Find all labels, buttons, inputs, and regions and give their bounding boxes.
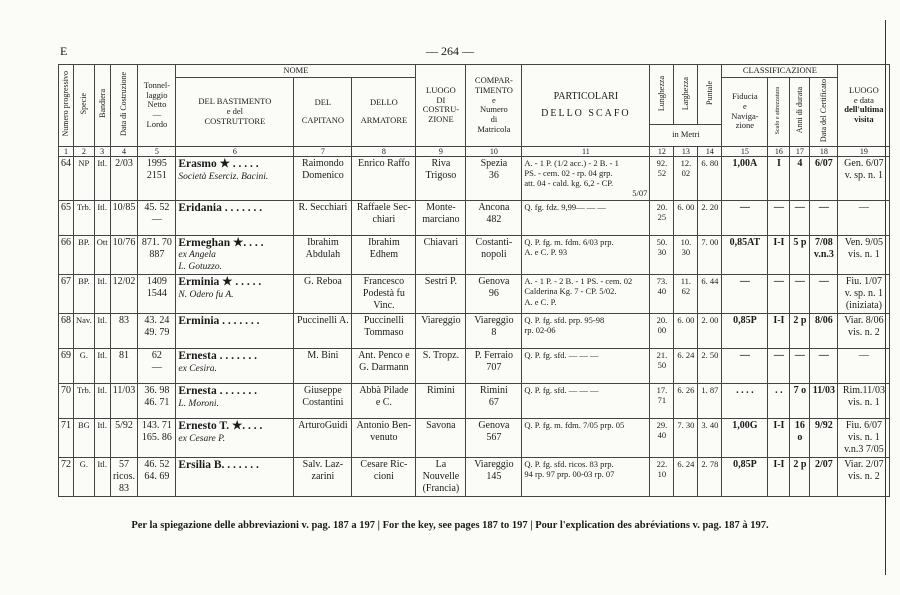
- cell-scafo: I-I: [768, 235, 790, 275]
- header-nome: NOME: [176, 65, 416, 78]
- table-row: [59, 314, 890, 349]
- cell-anni: 4: [790, 156, 810, 200]
- cell-puntale: 6. 80: [698, 156, 722, 200]
- cell-data-costruzione: 12/02: [110, 275, 138, 314]
- cell-bastimento: Ernesto T. ★. . . . ex Cesare P.: [176, 419, 294, 458]
- cell-puntale: 2. 78: [698, 458, 722, 497]
- cell-tonnellaggio: 62 —: [138, 349, 176, 384]
- header-classificazione: CLASSIFICAZIONE: [722, 65, 838, 78]
- cell-scafo: —: [768, 349, 790, 384]
- cell-particolari: Q. P. fg. sfd. — — —: [522, 384, 650, 419]
- cell-armatore: Ibrahim Edhem: [352, 235, 416, 275]
- cell-numero: 65: [59, 200, 74, 235]
- cell-luogo: Riva Trigoso: [416, 156, 466, 200]
- header-puntale: Puntale: [698, 65, 722, 125]
- cell-compartimento: Viareggio 8: [466, 314, 522, 349]
- cell-data-costruzione: 81: [110, 349, 138, 384]
- cell-fiducia: —: [722, 275, 768, 314]
- cell-puntale: 6. 44: [698, 275, 722, 314]
- cell-particolari: A. - 1 P. - 2 B. - 1 PS. - cem. 02 Calderina Kg. 7 - CP. 5/02. A. e C. P.: [522, 275, 650, 314]
- cell-particolari: Q. fg. fdz. 9,99— — —: [522, 200, 650, 235]
- header-larghezza: Larghezza: [674, 65, 698, 125]
- cell-capitano: R. Secchiari: [294, 200, 352, 235]
- header-scafo: Scafo e attrezzatura: [768, 77, 790, 146]
- cell-lunghezza: 20. 25: [650, 200, 674, 235]
- cell-specie: NP: [74, 156, 95, 200]
- cell-armatore: Abbà Pilade e C.: [352, 384, 416, 419]
- table-row: [59, 275, 890, 314]
- cell-fiducia: 1,00G: [722, 419, 768, 458]
- cell-fiducia: 1,00A: [722, 156, 768, 200]
- table-row: [59, 419, 890, 458]
- cell-data-costruzione: 2/03: [110, 156, 138, 200]
- cell-compartimento: P. Ferraio 707: [466, 349, 522, 384]
- cell-armatore: Ant. Penco e G. Darmann: [352, 349, 416, 384]
- cell-larghezza: 6. 24: [674, 349, 698, 384]
- cell-capitano: ArturoGuidi: [294, 419, 352, 458]
- cell-compartimento: Rimini 67: [466, 384, 522, 419]
- cell-anni: 2 p: [790, 314, 810, 349]
- header-tonnellaggio: Tonnel-laggio Netto — Lordo: [138, 65, 176, 147]
- cell-larghezza: 11. 62: [674, 275, 698, 314]
- cell-visita: Viar. 2/07 vis. n. 2: [838, 458, 890, 497]
- cell-larghezza: 6. 00: [674, 200, 698, 235]
- cell-luogo: Sestri P.: [416, 275, 466, 314]
- cell-tonnellaggio: 1995 2151: [138, 156, 176, 200]
- cell-anni: 16 o: [790, 419, 810, 458]
- cell-data-costruzione: 10/85: [110, 200, 138, 235]
- cell-lunghezza: 17. 71: [650, 384, 674, 419]
- cell-capitano: M. Bini: [294, 349, 352, 384]
- cell-specie: Trb.: [74, 200, 95, 235]
- cell-compartimento: Spezia 36: [466, 156, 522, 200]
- cell-compartimento: Ancona 482: [466, 200, 522, 235]
- cell-particolari: A. - 1 P. (1/2 acc.) - 2 B. - 1 PS. - cem. 02 - rp. 04 grp. att. 04 - cald. kg. 6,2 - CP. 5/07: [522, 156, 650, 200]
- cell-numero: 66: [59, 235, 74, 275]
- cell-certificato: —: [810, 349, 838, 384]
- cell-luogo: Chiavari: [416, 235, 466, 275]
- cell-capitano: Ibrahim Abdulah: [294, 235, 352, 275]
- cell-larghezza: 6. 26: [674, 384, 698, 419]
- cell-bandiera: Itl.: [94, 314, 110, 349]
- cell-luogo: Viareggio: [416, 314, 466, 349]
- cell-bastimento: Ermeghan ★. . . . ex Angela L. Gotuzzo.: [176, 235, 294, 275]
- cell-tonnellaggio: 43. 24 49. 79: [138, 314, 176, 349]
- cell-specie: BP.: [74, 235, 95, 275]
- cell-scafo: —: [768, 275, 790, 314]
- cell-puntale: 1. 87: [698, 384, 722, 419]
- column-number-row: 1 2 3 4 5 6 7 8 9 10 11 12 13 14 15 16 17 18 19: [59, 146, 890, 156]
- table-row: [59, 156, 890, 200]
- cell-numero: 67: [59, 275, 74, 314]
- cell-specie: G.: [74, 349, 95, 384]
- cell-puntale: 7. 00: [698, 235, 722, 275]
- header-capitano: DEL CAPITANO: [294, 77, 352, 146]
- header-specie: Specie: [74, 65, 95, 147]
- cell-bandiera: Itl.: [94, 275, 110, 314]
- cell-armatore: Raffaele Sec- chiari: [352, 200, 416, 235]
- cell-particolari: Q. P. fg. sfd. prp. 95-98 rp. 02-06: [522, 314, 650, 349]
- cell-lunghezza: 29. 40: [650, 419, 674, 458]
- cell-compartimento: Genova 567: [466, 419, 522, 458]
- cell-fiducia: 0,85P: [722, 314, 768, 349]
- cell-anni: —: [790, 275, 810, 314]
- cell-visita: —: [838, 200, 890, 235]
- cell-luogo: Monte- marciano: [416, 200, 466, 235]
- cell-certificato: —: [810, 200, 838, 235]
- cell-numero: 64: [59, 156, 74, 200]
- cell-certificato: 6/07: [810, 156, 838, 200]
- cell-visita: Ven. 9/05 vis. n. 1: [838, 235, 890, 275]
- cell-bandiera: Itl.: [94, 349, 110, 384]
- cell-data-costruzione: 11/03: [110, 384, 138, 419]
- cell-capitano: Puccinelli A.: [294, 314, 352, 349]
- cell-numero: 72: [59, 458, 74, 497]
- cell-larghezza: 6. 00: [674, 314, 698, 349]
- cell-bandiera: Ott: [94, 235, 110, 275]
- cell-certificato: 9/92: [810, 419, 838, 458]
- cell-particolari: Q. P. fg. m. fdm. 7/05 prp. 05: [522, 419, 650, 458]
- cell-certificato: 8/06: [810, 314, 838, 349]
- cell-fiducia: . . . .: [722, 384, 768, 419]
- header-certificato: Data del Certificato: [810, 77, 838, 146]
- cell-lunghezza: 50. 30: [650, 235, 674, 275]
- cell-capitano: G. Reboa: [294, 275, 352, 314]
- page-number: — 264 —: [426, 44, 474, 58]
- cell-scafo: . .: [768, 384, 790, 419]
- header-bastimento: DEL BASTIMENTO e del COSTRUTTORE: [176, 77, 294, 146]
- table-row: [59, 458, 890, 497]
- cell-numero: 68: [59, 314, 74, 349]
- cell-lunghezza: 73. 40: [650, 275, 674, 314]
- header-armatore: DELLO ARMATORE: [352, 77, 416, 146]
- cell-armatore: Francesco Podestà fu Vinc.: [352, 275, 416, 314]
- cell-certificato: 7/08 v.n.3: [810, 235, 838, 275]
- cell-luogo: S. Tropz.: [416, 349, 466, 384]
- cell-data-costruzione: 10/76: [110, 235, 138, 275]
- header-numero: Numero progressivo: [59, 65, 74, 147]
- cell-bastimento: Erminia ★ . . . . . N. Odero fu A.: [176, 275, 294, 314]
- cell-compartimento: Genova 96: [466, 275, 522, 314]
- cell-anni: —: [790, 349, 810, 384]
- cell-data-costruzione: 57 ricos. 83: [110, 458, 138, 497]
- cell-bandiera: Itl.: [94, 458, 110, 497]
- cell-tonnellaggio: 1409 1544: [138, 275, 176, 314]
- cell-certificato: 2/07: [810, 458, 838, 497]
- cell-armatore: Puccinelli Tommaso: [352, 314, 416, 349]
- cell-tonnellaggio: 36. 98 46. 71: [138, 384, 176, 419]
- footer-note: Per la spiegazione delle abbreviazioni v. pag. 187 a 197 | For the key, see pages 187 to 197 | Pour l'explication des abréviations v. pag. 187 à 197.: [131, 520, 769, 531]
- table-row: [59, 349, 890, 384]
- cell-scafo: I-I: [768, 419, 790, 458]
- cell-data-costruzione: 83: [110, 314, 138, 349]
- cell-larghezza: 10. 30: [674, 235, 698, 275]
- cell-armatore: Cesare Ric- cioni: [352, 458, 416, 497]
- cell-larghezza: 12. 02: [674, 156, 698, 200]
- cell-specie: G.: [74, 458, 95, 497]
- cell-puntale: 3. 40: [698, 419, 722, 458]
- header-in-metri: in Metri: [650, 125, 722, 147]
- cell-certificato: 11/03: [810, 384, 838, 419]
- cell-bastimento: Ernesta . . . . . . . ex Cesira.: [176, 349, 294, 384]
- cell-puntale: 2. 00: [698, 314, 722, 349]
- header-luogo-costruzione: LUOGO DI COSTRU- ZIONE: [416, 65, 466, 147]
- cell-anni: 5 p: [790, 235, 810, 275]
- cell-numero: 71: [59, 419, 74, 458]
- cell-compartimento: Costanti- nopoli: [466, 235, 522, 275]
- cell-bandiera: Itl.: [94, 419, 110, 458]
- header-bandiera: Bandiera: [94, 65, 110, 147]
- cell-scafo: —: [768, 200, 790, 235]
- cell-compartimento: Viareggio 145: [466, 458, 522, 497]
- header-compartimento: COMPAR- TIMENTO e Numero di Matricola: [466, 65, 522, 147]
- cell-scafo: I: [768, 156, 790, 200]
- cell-lunghezza: 92. 52: [650, 156, 674, 200]
- cell-tonnellaggio: 143. 71 165. 86: [138, 419, 176, 458]
- page-letter: E: [60, 44, 68, 58]
- cell-tonnellaggio: 871. 70 887: [138, 235, 176, 275]
- cell-visita: Rim.11/03 vis. n. 1: [838, 384, 890, 419]
- table-row: [59, 384, 890, 419]
- page-header: [0, 44, 900, 58]
- cell-specie: BG: [74, 419, 95, 458]
- cell-fiducia: 0,85P: [722, 458, 768, 497]
- cell-certificato: —: [810, 275, 838, 314]
- table-row: [59, 235, 890, 275]
- cell-bastimento: Eridania . . . . . . .: [176, 200, 294, 235]
- cell-luogo: Savona: [416, 419, 466, 458]
- cell-bandiera: Itl.: [94, 384, 110, 419]
- cell-visita: —: [838, 349, 890, 384]
- table-row: [59, 200, 890, 235]
- ship-register-table: [58, 64, 890, 497]
- cell-luogo: La Nouvelle (Francia): [416, 458, 466, 497]
- cell-bastimento: Ernesta . . . . . . . L. Moroni.: [176, 384, 294, 419]
- cell-specie: Nav.: [74, 314, 95, 349]
- cell-particolari: Q. P. fg. sfd. — — —: [522, 349, 650, 384]
- cell-capitano: Raimondo Domenico: [294, 156, 352, 200]
- cell-tonnellaggio: 46. 52 64. 69: [138, 458, 176, 497]
- header-data-costruzione: Data di Costruzione: [110, 65, 138, 147]
- header-particolari: PARTICOLARI DELLO SCAFO: [522, 65, 650, 147]
- cell-larghezza: 6. 24: [674, 458, 698, 497]
- cell-fiducia: 0,85AT: [722, 235, 768, 275]
- cell-anni: —: [790, 200, 810, 235]
- header-fiducia: Fiducia e Naviga- zione: [722, 77, 768, 146]
- cell-capitano: Salv. Laz- zarini: [294, 458, 352, 497]
- cell-visita: Viar. 8/06 vis. n. 2: [838, 314, 890, 349]
- cell-lunghezza: 20. 00: [650, 314, 674, 349]
- cell-armatore: Antonio Ben- venuto: [352, 419, 416, 458]
- cell-bastimento: Erminia . . . . . . .: [176, 314, 294, 349]
- cell-puntale: 2. 20: [698, 200, 722, 235]
- cell-puntale: 2. 50: [698, 349, 722, 384]
- cell-visita: Fiu. 6/07 vis. n. 1 v.n.3 7/05: [838, 419, 890, 458]
- cell-particolari: Q. P. fg. m. fdm. 6/03 prp. A. e C. P. 93: [522, 235, 650, 275]
- cell-lunghezza: 22. 10: [650, 458, 674, 497]
- cell-particolari: Q. P. fg. sfd. ricos. 83 prp. 94 rp. 97 prp. 00-03 rp. 07: [522, 458, 650, 497]
- cell-fiducia: —: [722, 349, 768, 384]
- cell-bastimento: Ersilia B. . . . . . .: [176, 458, 294, 497]
- cell-bandiera: Itl.: [94, 156, 110, 200]
- cell-larghezza: 7. 30: [674, 419, 698, 458]
- cell-data-costruzione: 5/92: [110, 419, 138, 458]
- cell-armatore: Enrico Raffo: [352, 156, 416, 200]
- cell-numero: 70: [59, 384, 74, 419]
- cell-specie: Trb.: [74, 384, 95, 419]
- cell-bastimento: Erasmo ★ . . . . . Società Eserciz. Bacini.: [176, 156, 294, 200]
- cell-anni: 7 o: [790, 384, 810, 419]
- cell-bandiera: Itl.: [94, 200, 110, 235]
- cell-fiducia: —: [722, 200, 768, 235]
- cell-visita: Gen. 6/07 v. sp. n. 1: [838, 156, 890, 200]
- cell-specie: BP.: [74, 275, 95, 314]
- cell-numero: 69: [59, 349, 74, 384]
- header-anni: Anni di durata: [790, 77, 810, 146]
- header-lunghezza: Lunghezza: [650, 65, 674, 125]
- cell-luogo: Rimini: [416, 384, 466, 419]
- cell-capitano: Giuseppe Costantini: [294, 384, 352, 419]
- cell-tonnellaggio: 45. 52 —: [138, 200, 176, 235]
- cell-scafo: I-I: [768, 314, 790, 349]
- cell-anni: 2 p: [790, 458, 810, 497]
- cell-scafo: I-I: [768, 458, 790, 497]
- cell-visita: Fiu. 1/07 v. sp. n. 1 (iniziata): [838, 275, 890, 314]
- cell-lunghezza: 21. 50: [650, 349, 674, 384]
- header-luogo-visita: LUOGO e data dell'ultima visita: [838, 65, 890, 147]
